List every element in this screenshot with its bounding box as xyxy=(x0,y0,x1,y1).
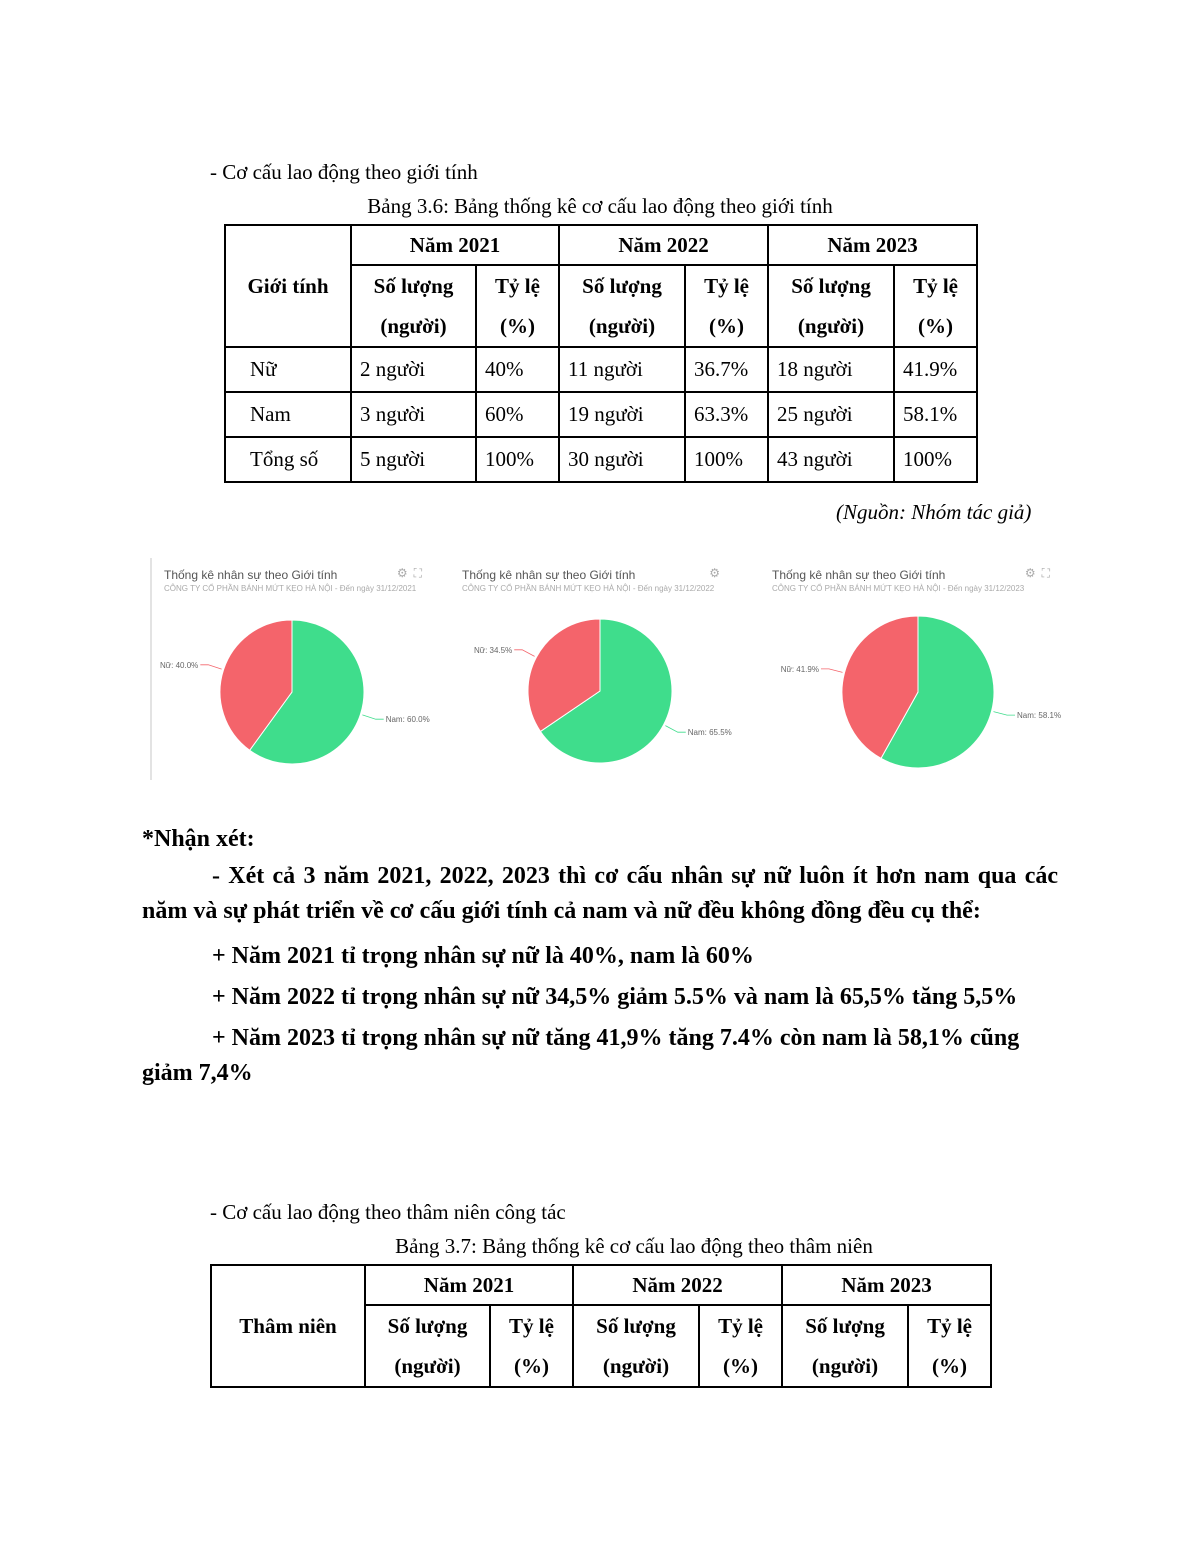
pie-data-label: Nữ: 40.0% xyxy=(160,660,199,670)
pie-leader-line xyxy=(821,669,843,673)
header-pct: Tỷ lệ (%) xyxy=(908,1305,991,1387)
pie-leader-line xyxy=(362,715,383,719)
pie-data-label: Nữ: 34.5% xyxy=(473,645,513,655)
chart-title: Thống kê nhân sự theo Giới tính xyxy=(462,568,636,582)
header-pct: Tỷ lệ (%) xyxy=(685,265,768,347)
chart-tools[interactable]: ⚙⛶ xyxy=(1024,566,1056,580)
pie-data-label: Nam: 60.0% xyxy=(385,715,430,725)
header-year-2021: Năm 2021 xyxy=(365,1265,573,1305)
header-qty: Số lượng (người) xyxy=(573,1305,699,1387)
pie-leader-line xyxy=(514,650,534,657)
table-cell: 36.7% xyxy=(685,347,768,392)
table-cell: 41.9% xyxy=(894,347,977,392)
pie-data-label: Nam: 58.1% xyxy=(1017,711,1062,721)
table-cell: 60% xyxy=(476,392,559,437)
gender-table xyxy=(224,224,978,483)
table-cell: 3 người xyxy=(351,392,476,437)
header-pct: Tỷ lệ (%) xyxy=(894,265,977,347)
pie-svg xyxy=(760,558,1070,780)
table-cell: 11 người xyxy=(559,347,685,392)
header-seniority: Thâm niên xyxy=(211,1265,365,1387)
pie-leader-line xyxy=(993,712,1015,716)
header-pct: Tỷ lệ (%) xyxy=(476,265,559,347)
seniority-table xyxy=(210,1264,992,1388)
table-cell: 100% xyxy=(685,437,768,482)
remarks-paragraph: - Xét cả 3 năm 2021, 2022, 2023 thì cơ cấu nhân sự nữ luôn ít hơn nam qua các năm và sự phát triển về cơ cấu giới tính cả nam và nữ đều không đồng đều cụ thể: xyxy=(142,863,1058,924)
chart-subtitle: CÔNG TY CỔ PHẦN BÁNH MỨT KẸO HÀ NỘI - Đến ngày 31/12/2022 xyxy=(462,584,715,593)
table-caption-seniority: Bảng 3.7: Bảng thống kê cơ cấu lao động theo thâm niên xyxy=(395,1234,873,1258)
chart-title: Thống kê nhân sự theo Giới tính xyxy=(772,568,946,582)
chart-title: Thống kê nhân sự theo Giới tính xyxy=(164,568,338,582)
header-pct: Tỷ lệ (%) xyxy=(490,1305,573,1387)
header-pct: Tỷ lệ (%) xyxy=(699,1305,782,1387)
header-qty: Số lượng (người) xyxy=(365,1305,490,1387)
table-row xyxy=(225,392,977,437)
table-cell: 58.1% xyxy=(894,392,977,437)
pie-svg xyxy=(450,558,740,780)
header-qty: Số lượng (người) xyxy=(559,265,685,347)
header-qty: Số lượng (người) xyxy=(782,1305,908,1387)
pie-svg xyxy=(152,558,442,780)
pie-chart-2022 xyxy=(450,558,740,780)
table-cell: 5 người xyxy=(351,437,476,482)
pie-leader-line xyxy=(200,665,221,669)
row-label: Nữ xyxy=(225,347,351,392)
chart-subtitle: CÔNG TY CỔ PHẦN BÁNH MỨT KẸO HÀ NỘI - Đến ngày 31/12/2023 xyxy=(772,584,1025,593)
header-qty: Số lượng (người) xyxy=(351,265,476,347)
pie-data-label: Nữ: 41.9% xyxy=(780,664,819,674)
table-cell: 19 người xyxy=(559,392,685,437)
row-label: Nam xyxy=(225,392,351,437)
pie-chart-2021 xyxy=(150,558,442,780)
table-cell: 25 người xyxy=(768,392,894,437)
table-row xyxy=(225,347,977,392)
header-qty: Số lượng (người) xyxy=(768,265,894,347)
table-cell: 40% xyxy=(476,347,559,392)
remarks-item: + Năm 2023 tỉ trọng nhân sự nữ tăng 41,9% tăng 7.4% còn nam là 58,1% cũng giảm 7,4% xyxy=(142,1025,1020,1086)
remarks-block xyxy=(142,822,1058,1091)
header-year-2022: Năm 2022 xyxy=(559,225,768,265)
table-cell: 100% xyxy=(894,437,977,482)
remarks-item: + Năm 2021 tỉ trọng nhân sự nữ là 40%, nam là 60% xyxy=(212,943,754,969)
chart-tools[interactable]: ⚙ xyxy=(709,566,726,580)
pie-leader-line xyxy=(665,726,685,733)
header-year-2023: Năm 2023 xyxy=(768,225,977,265)
pie-data-label: Nam: 65.5% xyxy=(687,728,732,738)
remarks-item: + Năm 2022 tỉ trọng nhân sự nữ 34,5% giảm 5.5% và nam là 65,5% tăng 5,5% xyxy=(212,984,1018,1010)
chart-tools[interactable]: ⚙⛶ xyxy=(396,566,428,580)
table-caption-gender: Bảng 3.6: Bảng thống kê cơ cấu lao động theo giới tính xyxy=(367,194,833,218)
header-year-2021: Năm 2021 xyxy=(351,225,559,265)
section-title-seniority: - Cơ cấu lao động theo thâm niên công tác xyxy=(210,1200,566,1224)
section-title-gender: - Cơ cấu lao động theo giới tính xyxy=(210,160,478,184)
table-cell: 30 người xyxy=(559,437,685,482)
header-year-2023: Năm 2023 xyxy=(782,1265,991,1305)
table-cell: 100% xyxy=(476,437,559,482)
table-cell: 18 người xyxy=(768,347,894,392)
table-cell: 2 người xyxy=(351,347,476,392)
pie-chart-2023 xyxy=(760,558,1070,780)
remarks-heading: *Nhận xét: xyxy=(142,826,255,852)
header-gender: Giới tính xyxy=(225,225,351,347)
chart-subtitle: CÔNG TY CỔ PHẦN BÁNH MỨT KẸO HÀ NỘI - Đến ngày 31/12/2021 xyxy=(164,584,417,593)
table-row xyxy=(225,437,977,482)
header-year-2022: Năm 2022 xyxy=(573,1265,782,1305)
table-cell: 63.3% xyxy=(685,392,768,437)
table-cell: 43 người xyxy=(768,437,894,482)
row-label: Tổng số xyxy=(225,437,351,482)
table-source: (Nguồn: Nhóm tác giả) xyxy=(836,500,1032,524)
